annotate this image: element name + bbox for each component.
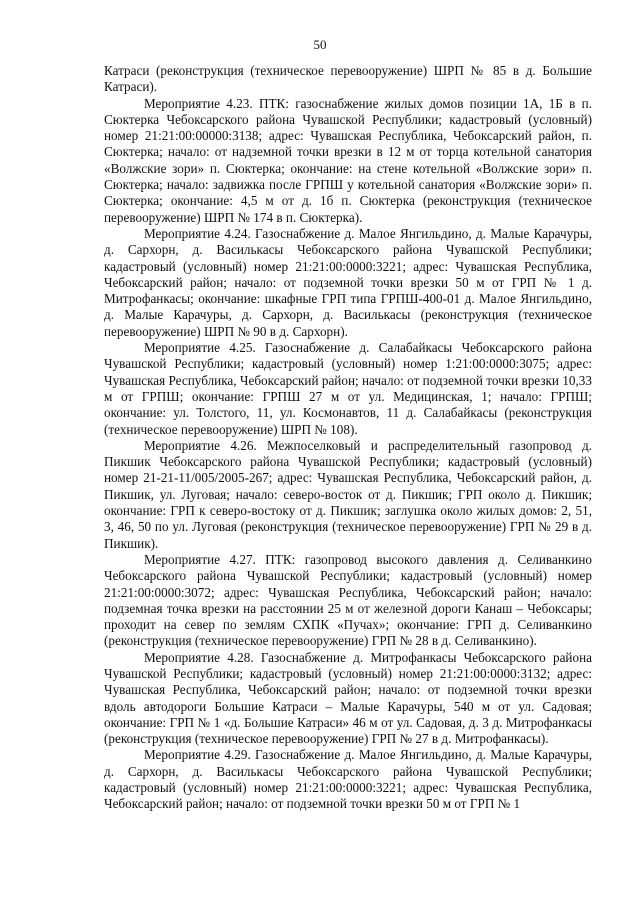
paragraph-measure-4-23: Мероприятие 4.23. ПТК: газоснабжение жилых домов позиции 1А, 1Б в п. Сюктерка Чебоксарского района Чувашской Республики; кадастровый (условный) номер 21:21:00:00000:3138; адрес: Чувашская Республика, Чебоксарский район, п. Сюктерка; начало: от надземной точки врезки в 12 м от торца котельной санатория «Волжские зори» п. Сюктерка; окончание: на стене котельной «Волжские зори» п. Сюктерка; начало: задвижка после ГРПШ у котельной санатория «Волжские зори» п. Сюктерка; окончание: 4,5 м от д. 1б п. Сюктерка (реконструкция (техническое перевооружение) ШРП № 174 в п. Сюктерка). <box>104 95 592 225</box>
paragraph-measure-4-26: Мероприятие 4.26. Межпоселковый и распределительный газопровод д. Пикшик Чебоксарского района Чувашской Республики; кадастровый (условный) номер 21-21-11/005/2005-267; адрес: Чувашская Республика, Чебоксарский район, д. Пикшик, ул. Луговая; начало: северо-восток от д. Пикшик; ГРП около д. Пикшик; окончание: ГРП к северо-востоку от д. Пикшик; заглушка около жилых домов: 2, 51, 3, 46, 50 по ул. Луговая (реконструкция (техническое перевооружение) ГРП № 29 в д. Пикшик). <box>104 437 592 551</box>
paragraph-continuation: Катраси (реконструкция (техническое перевооружение) ШРП № 85 в д. Большие Катраси). <box>104 63 592 95</box>
page-number: 50 <box>313 37 327 52</box>
paragraph-measure-4-27: Мероприятие 4.27. ПТК: газопровод высокого давления д. Селиванкино Чебоксарского района Чувашской Республики; кадастровый (условный) номер 21:21:00:0000:3072; адрес: Чувашская Республика, Чебоксарский район; начало: подземная точка врезки на расстоянии 25 м от железной дороги Канаш – Чебоксары; проходит на север по землям СХПК «Пучах»; окончание: ГРП д. Селиванкино (реконструкция (техническое перевооружение) ГРП № 28 в д. Селиванкино). <box>104 551 592 649</box>
paragraph-measure-4-28: Мероприятие 4.28. Газоснабжение д. Митрофанкасы Чебоксарского района Чувашской Республики; кадастровый (условный) номер 21:21:00:0000:3132; адрес: Чувашская Республика, Чебоксарский район; начало: от подземной точки врезки вдоль автодороги Большие Катраси – Малые Карачуры, 540 м от ул. Садовая; окончание: ГРП № 1 «д. Большие Катраси» 46 м от ул. Садовая, д. 3 д. Митрофанкасы (реконструкция (техническое перевооружение) ГРП № 27 в д. Митрофанкасы). <box>104 649 592 747</box>
paragraph-measure-4-29: Мероприятие 4.29. Газоснабжение д. Малое Янгильдино, д. Малые Карачуры, д. Сархорн, д. Василькасы Чебоксарского района Чувашской Республики; кадастровый (условный) номер 21:21:00:0000:3221; адрес: Чувашская Республика, Чебоксарский район; начало: от подземной точки врезки 50 м от ГРП № 1 <box>104 747 592 812</box>
paragraph-measure-4-25: Мероприятие 4.25. Газоснабжение д. Салабайкасы Чебоксарского района Чувашской Республики; кадастровый (условный) номер 1:21:00:0000:3075; адрес: Чувашская Республика, Чебоксарский район; начало: от подземной точки врезки 10,33 м от ГРПШ; окончание: ГРПШ 27 м от ул. Медицинская, 1; начало: ГРПШ; окончание: ул. Толстого, 11, ул. Космонавтов, 11 д. Салабайкасы (реконструкция (техническое перевооружение) ШРП № 108). <box>104 340 592 437</box>
document-body <box>104 63 592 813</box>
paragraph-measure-4-24: Мероприятие 4.24. Газоснабжение д. Малое Янгильдино, д. Малые Карачуры, д. Сархорн, д. Василькасы Чебоксарского района Чувашской Республики; кадастровый (условный) номер 21:21:00:0000:3221; адрес: Чувашская Республика, Чебоксарский район; начало: от подземной точки врезки 50 м от ГРП № 1 д. Митрофанкасы; окончание: шкафные ГРП типа ГРПШ-400-01 д. Малое Янгильдино, д. Малые Карачуры, д. Сархорн, д. Василькасы (реконструкция (техническое перевооружение) ШРП № 90 в д. Сархорн). <box>104 225 592 339</box>
